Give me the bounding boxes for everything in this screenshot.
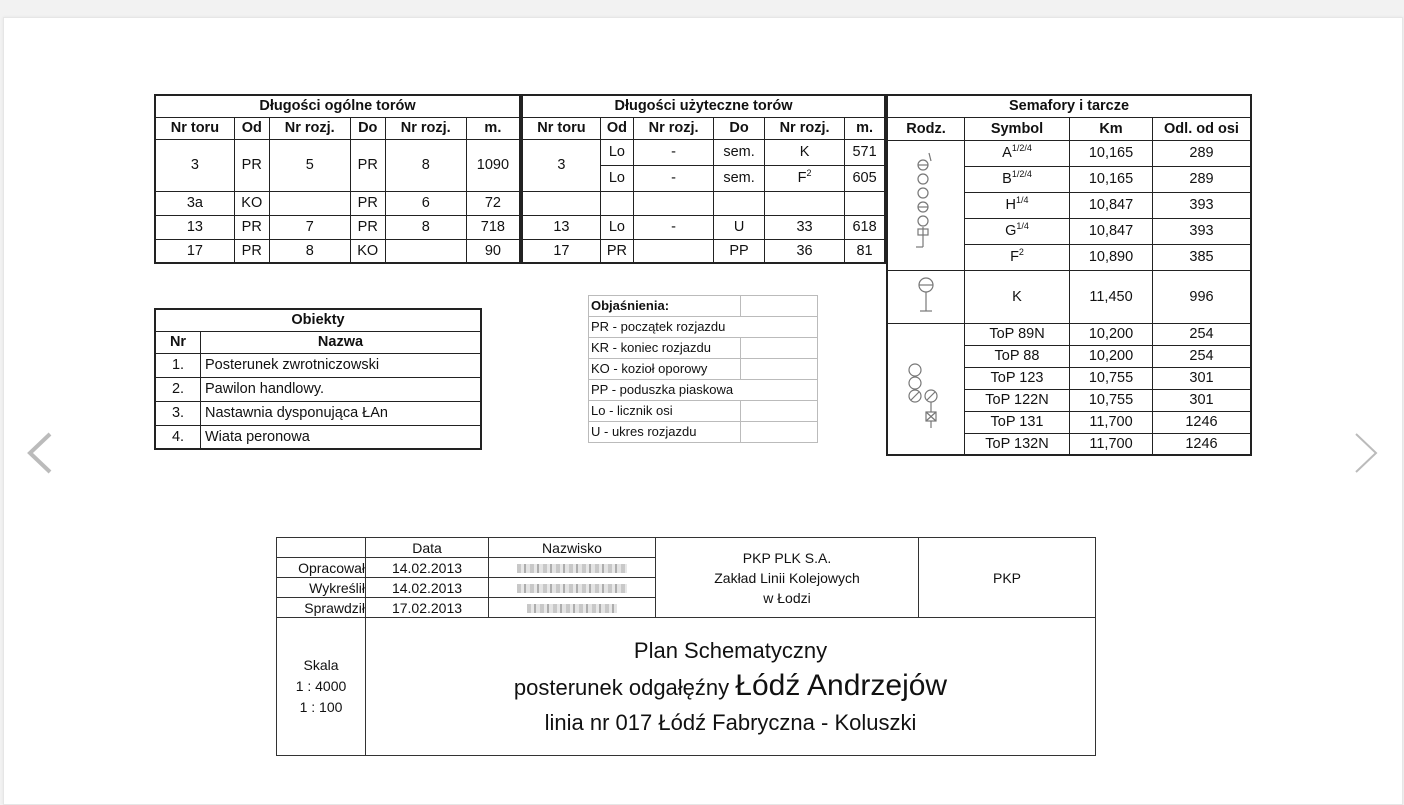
col-header: Nr [155,331,201,353]
col-header: Nr rozj. [634,117,714,139]
table-row: $H^{1/4}$ 10,847 393 [887,192,1251,218]
col-header: Do [714,117,765,139]
tracks-usable-title: Długości użyteczne torów [522,95,885,117]
redacted-name [489,578,656,598]
redacted-name [489,558,656,578]
table-row: ToP 88 10,200 254 [887,345,1251,367]
table-row [522,191,885,215]
col-header: Rodz. [887,117,965,140]
list-item: PP - poduszka piaskowa [589,380,818,401]
col-header: Data [366,538,489,558]
next-page-button[interactable] [1346,428,1386,478]
table-row: ToP 89N 10,200 254 [887,323,1251,345]
col-header: Km [1070,117,1153,140]
list-item: KO - kozioł oporowy [589,359,741,380]
table-row: 3 PR 5 PR 8 1090 [155,139,520,191]
objects-table [154,308,482,450]
table-row: ToP 132N 11,700 1246 [887,433,1251,455]
table-row: $F^2$ 10,890 385 [887,244,1251,270]
table-row: ToP 122N 10,755 301 [887,389,1251,411]
chevron-left-icon [22,428,62,478]
table-row: K 11,450 996 [887,270,1251,323]
col-header: Do [350,117,385,139]
col-header: Symbol [965,117,1070,140]
chevron-right-icon [1346,428,1386,478]
col-header: m. [466,117,520,139]
title-block [276,537,1096,756]
table-row: ToP 131 11,700 1246 [887,411,1251,433]
col-header: Odl. od osi [1153,117,1252,140]
legend-table [588,295,818,443]
tracks-usable-table [521,94,886,264]
col-header: Od [234,117,269,139]
tracks-total-table [154,94,521,264]
col-header: m. [845,117,885,139]
scale-cell: Skala 1 : 4000 1 : 100 [277,618,366,756]
table-row: ToP 123 10,755 301 [887,367,1251,389]
table-row: 4. Wiata peronowa [155,425,481,449]
legend-title: Objaśnienia: [589,296,741,317]
col-header: Nr rozj. [385,117,466,139]
table-row: Sprawdził 17.02.2013 [277,598,1096,618]
table-row: 1. Posterunek zwrotniczowski [155,353,481,377]
objects-title: Obiekty [155,309,481,331]
table-row: $A^{1/2/4}$ 10,165 289 [887,140,1251,166]
table-row: 3. Nastawnia dysponująca ŁAn [155,401,481,425]
table-row: $B^{1/2/4}$ 10,165 289 [887,166,1251,192]
plan-title-cell: Plan Schematyczny posterunek odgałęźny Łódź Andrzejów linia nr 017 Łódź Fabryczna - Koluszki [366,618,1096,756]
col-header: Nazwisko [489,538,656,558]
table-row: Wykreślił 14.02.2013 [277,578,1096,598]
table-row: Opracował 14.02.2013 [277,558,1096,578]
table-row: 3 Lo - sem. K 571 [522,139,885,165]
tracks-total-title: Długości ogólne torów [155,95,520,117]
line-name: linia nr 017 Łódź Fabryczna - Koluszki [544,709,917,735]
signals-title: Semafory i tarcze [887,95,1251,117]
list-item: Lo - licznik osi [589,401,741,422]
list-item: PR - początek rozjazdu [589,317,818,338]
station-name: Łódź Andrzejów [735,668,948,702]
table-row: Lo - sem. $F^2$ 605 [522,165,885,191]
col-header: Nr toru [155,117,234,139]
shunting-symbol-cell [887,323,965,455]
table-row: 3a KO PR 6 72 [155,191,520,215]
list-item: U - ukres rozjazdu [589,422,741,443]
col-header: Nazwa [201,331,482,353]
col-header: Nr rozj. [269,117,350,139]
table-row: 13 PR 7 PR 8 718 [155,215,520,239]
signals-table [886,94,1252,456]
table-row: 13 Lo - U 33 618 [522,215,885,239]
prev-page-button[interactable] [22,428,62,478]
col-header: Nr rozj. [765,117,845,139]
table-row: 17 PR PP 36 81 [522,239,885,263]
semaphore-icon [906,143,946,263]
table-row: 2. Pawilon handlowy. [155,377,481,401]
col-header: Od [600,117,633,139]
col-header: Nr toru [522,117,600,139]
organization-cell: PKP PLK S.A. Zakład Linii Kolejowych w Łodzi [656,538,919,618]
shunting-signal-icon [901,332,951,442]
brand-label: PKP [919,538,1096,618]
signal-disc-icon [911,271,941,319]
plan-title: Plan Schematyczny [633,637,828,663]
semaphore-symbol-cell [887,140,965,270]
list-item: KR - koniec rozjazdu [589,338,741,359]
table-row: $G^{1/4}$ 10,847 393 [887,218,1251,244]
table-row: 17 PR 8 KO 90 [155,239,520,263]
shield-symbol-cell [887,270,965,323]
redacted-name [489,598,656,618]
